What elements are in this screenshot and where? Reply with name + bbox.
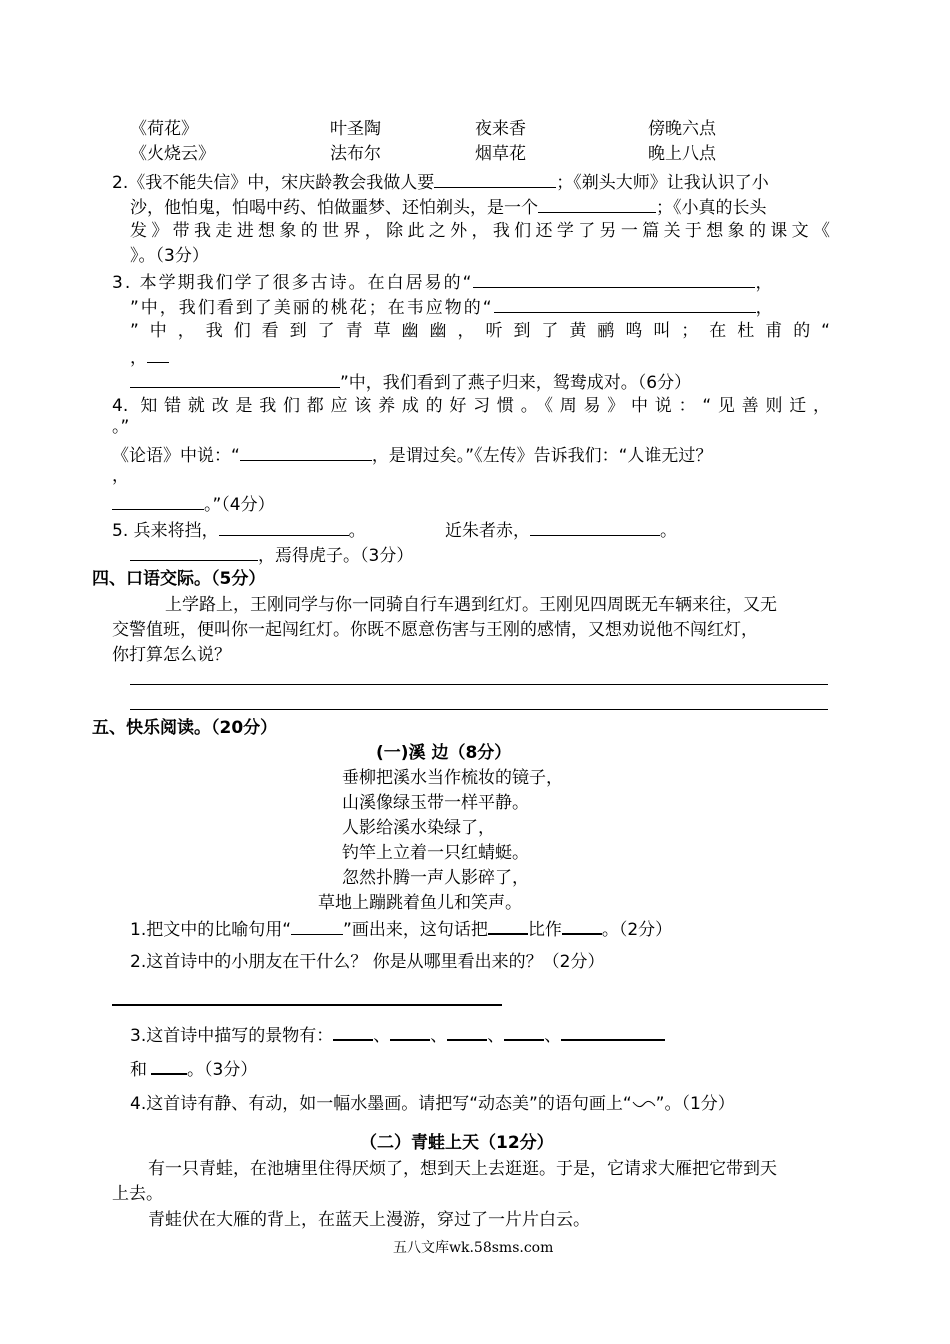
reading-q1-text: 比作 bbox=[527, 920, 562, 940]
reading-q3-text: 和 bbox=[130, 1060, 147, 1080]
poem-line: 草地上蹦跳着鱼儿和笑声。 bbox=[318, 893, 522, 913]
q5-text: 近朱者赤， bbox=[445, 521, 530, 541]
table-cell: 《火烧云》 bbox=[130, 144, 215, 164]
q2-line-3: 发》带我走进想象的世界，除此之外，我们还学了另一篇关于想象的课文《 bbox=[130, 221, 830, 241]
answer-blank[interactable] bbox=[130, 369, 340, 388]
answer-blank[interactable] bbox=[538, 194, 656, 213]
q3-line-4 bbox=[130, 344, 169, 370]
answer-blank[interactable] bbox=[333, 1021, 373, 1041]
q5-line-1 bbox=[112, 517, 366, 543]
section-5-title: 五、快乐阅读。（20分） bbox=[92, 718, 278, 738]
q2-line-2 bbox=[130, 194, 767, 220]
reading-q3-cont bbox=[130, 1055, 257, 1082]
answer-line[interactable] bbox=[130, 684, 828, 685]
q3-text: ， bbox=[755, 298, 773, 318]
q5-text: 5. 兵来将挡， bbox=[112, 521, 219, 541]
table-row bbox=[0, 117, 950, 141]
answer-blank[interactable] bbox=[561, 1021, 665, 1041]
separator: 、 bbox=[544, 1026, 562, 1046]
answer-blank[interactable] bbox=[473, 269, 755, 288]
answer-blank[interactable] bbox=[112, 491, 204, 510]
story-line: 上去。 bbox=[112, 1184, 163, 1204]
answer-blank[interactable] bbox=[494, 294, 756, 313]
answer-line[interactable] bbox=[112, 1004, 502, 1006]
section-4-title: 四、口语交际。（5分） bbox=[92, 569, 266, 589]
answer-blank[interactable] bbox=[291, 916, 343, 935]
q5-text: 。 bbox=[660, 521, 677, 541]
reading-q3-text: 。（3分） bbox=[187, 1060, 258, 1080]
poem-line: 忽然扑腾一声人影碎了， bbox=[342, 868, 529, 888]
q5-text: 。 bbox=[348, 521, 366, 541]
story-title: （二）青蛙上天（12分） bbox=[360, 1133, 554, 1153]
reading-q1 bbox=[130, 915, 672, 942]
reading-q4-text: ”。（1分） bbox=[655, 1094, 735, 1114]
poem-line: 钓竿上立着一只红蜻蜓。 bbox=[342, 843, 529, 863]
s4-paragraph-line: 你打算怎么说？ bbox=[112, 645, 231, 665]
q4-text: 。”（4分） bbox=[204, 495, 275, 515]
answer-blank[interactable] bbox=[562, 915, 602, 935]
table-cell: 晚上八点 bbox=[648, 144, 716, 164]
story-line: 青蛙伏在大雁的背上，在蓝天上漫游，穿过了一片片白云。 bbox=[148, 1210, 590, 1230]
poem-line: 山溪像绿玉带一样平静。 bbox=[342, 793, 529, 813]
answer-blank[interactable] bbox=[219, 517, 349, 536]
q4-line-2: 。” bbox=[112, 417, 130, 437]
reading-q4 bbox=[130, 1092, 735, 1116]
q3-line-3: ”中，我们看到了青草幽幽，听到了黄鹂鸣叫；在杜甫的“ bbox=[130, 321, 830, 341]
reading-q4-text: 4.这首诗有静、有动，如一幅水墨画。请把写“动态美”的语句画上“ bbox=[130, 1094, 632, 1114]
table-cell: 法布尔 bbox=[330, 144, 381, 164]
s4-paragraph-line: 交警值班，便叫你一起闯红灯。你既不愿意伤害与王刚的感情，又想劝说他不闯红灯， bbox=[112, 620, 758, 640]
q2-text: ；《小真的长头 bbox=[656, 198, 767, 218]
separator: 、 bbox=[487, 1026, 505, 1046]
q4-line-5 bbox=[112, 491, 275, 517]
table-cell: 烟草花 bbox=[475, 144, 526, 164]
answer-blank[interactable] bbox=[240, 442, 372, 461]
s4-paragraph-line: 上学路上，王刚同学与你一同骑自行车遇到红灯。王刚见四周既无车辆来往，又无 bbox=[165, 595, 777, 615]
poem-title: (一)溪 边（8分） bbox=[376, 743, 512, 763]
story-line: 有一只青蛙，在池塘里住得厌烦了，想到天上去逛逛。于是，它请求大雁把它带到天 bbox=[148, 1159, 777, 1179]
q4-text: ，是谓过矣。”《左传》告诉我们：“人谁无过？ bbox=[371, 446, 713, 466]
reading-q2: 2.这首诗中的小朋友在干什么？ 你是从哪里看出来的？（2分） bbox=[130, 952, 605, 972]
footer-watermark: 五八文库wk.58sms.com bbox=[393, 1240, 554, 1256]
reading-q1-text: 。（2分） bbox=[601, 920, 673, 940]
reading-q3-text: 3.这首诗中描写的景物有： bbox=[130, 1026, 334, 1046]
q2-line-4: 》。（3分） bbox=[130, 246, 209, 266]
q5-line-1b bbox=[445, 517, 677, 543]
poem-line: 人影给溪水染绿了， bbox=[342, 818, 495, 838]
answer-blank[interactable] bbox=[504, 1021, 544, 1041]
q3-line-2 bbox=[130, 294, 773, 320]
q5-text: ，焉得虎子。（3分） bbox=[258, 546, 414, 566]
q2-line-1 bbox=[112, 169, 769, 195]
q3-text: ， bbox=[130, 348, 147, 368]
q4-line-1: 4. 知错就改是我们都应该养成的好习惯。《周易》中说：“见善则迁， bbox=[112, 396, 830, 416]
q3-text: ”中，我们看到了燕子归来，鸳鸯成对。（6分） bbox=[340, 373, 692, 393]
wavy-line-icon bbox=[632, 1098, 656, 1110]
q2-text: 2.《我不能失信》中，宋庆龄教会我做人要 bbox=[112, 173, 435, 193]
q3-text: ， bbox=[755, 273, 773, 293]
q2-text: ；《剃头大师》让我认识了小 bbox=[556, 173, 769, 193]
q5-line-2 bbox=[130, 542, 413, 568]
q3-line-1 bbox=[112, 269, 772, 295]
reading-q3 bbox=[130, 1021, 665, 1048]
answer-blank[interactable] bbox=[147, 344, 169, 363]
q4-text: 《论语》中说：“ bbox=[112, 446, 240, 466]
separator: 、 bbox=[430, 1026, 448, 1046]
reading-q1-text: 1.把文中的比喻句用“ bbox=[130, 920, 292, 940]
separator: 、 bbox=[373, 1026, 391, 1046]
answer-blank[interactable] bbox=[151, 1055, 187, 1075]
reading-q1-text: ”画出来，这句话把 bbox=[343, 920, 488, 940]
answer-blank[interactable] bbox=[488, 915, 528, 935]
q3-line-5 bbox=[130, 369, 691, 395]
table-row bbox=[0, 142, 950, 166]
table-cell: 叶圣陶 bbox=[330, 119, 381, 139]
answer-blank[interactable] bbox=[130, 542, 258, 561]
answer-blank[interactable] bbox=[434, 169, 556, 188]
answer-line[interactable] bbox=[130, 709, 828, 710]
answer-blank[interactable] bbox=[530, 517, 660, 536]
table-cell: 夜来香 bbox=[475, 119, 526, 139]
answer-blank[interactable] bbox=[447, 1021, 487, 1041]
poem-line: 垂柳把溪水当作梳妆的镜子， bbox=[342, 768, 563, 788]
table-cell: 傍晚六点 bbox=[648, 119, 716, 139]
answer-blank[interactable] bbox=[390, 1021, 430, 1041]
q3-text: ”中，我们看到了美丽的桃花；在韦应物的“ bbox=[130, 298, 494, 318]
q4-line-4: ， bbox=[112, 466, 129, 486]
q4-line-3 bbox=[112, 442, 712, 468]
table-cell: 《荷花》 bbox=[130, 119, 198, 139]
q3-text: 3. 本学期我们学了很多古诗。在白居易的“ bbox=[112, 273, 474, 293]
q2-text: 沙，他怕鬼，怕喝中药、怕做噩梦、还怕剃头，是一个 bbox=[130, 198, 538, 218]
